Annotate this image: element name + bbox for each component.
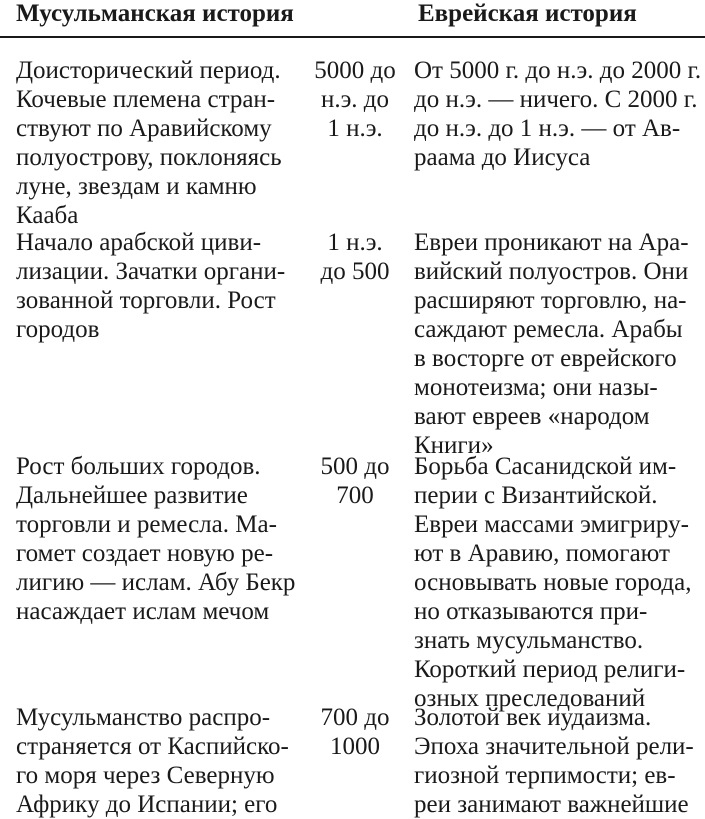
jewish-cell: Евреи проникают на Ара- вийский полуостров. Они расширяют торговлю, на- саждают ремесла. Арабы в восторге от еврейского монотеизма; они назы- вают евреев «народом Книги» [414,229,689,459]
period-cell: 1 н.э. до 500 [320,229,390,285]
period-cell: 5000 до н.э. до 1 н.э. [314,57,396,142]
muslim-cell: Доисторический период. Кочевые племена стран- ствуют по Аравийскому полуострову, поклоняясь луне, звездам и камню Кааба [16,57,282,229]
period-cell: 500 до 700 [320,453,390,509]
jewish-cell: От 5000 г. до н.э. до 2000 г. до н.э. — ничего. С 2000 г. до н.э. до 1 н.э. — от Ав- раама до Иисуса [414,57,702,171]
muslim-cell: Мусульманство распро- страняется от Каспийско- го моря через Северную Африку до Испании; его [16,704,289,818]
header-rule [0,36,705,38]
header-muslim-history: Мусульманская история [16,0,294,27]
jewish-cell: Борьба Сасанидской им- перии с Византийской. Евреи массами эмигриру- ют в Аравию, помогают основывать новые города, но отказываются при- знать мусульманство. Короткий период религи- озных преследований [414,453,692,712]
jewish-cell: Золотой век иудаизма. Эпоха значительной рели- гиозной терпимости; ев- реи занимают важнейшие [414,704,694,818]
muslim-cell: Рост больших городов. Дальнейшее развитие торговли и ремесла. Ма- гомет создает новую ре- лигию — ислам. Абу Бекр насаждает ислам мечом [16,453,296,625]
period-cell: 700 до 1000 [320,704,390,760]
header-jewish-history: Еврейская история [418,0,637,27]
muslim-cell: Начало арабской циви- лизации. Зачатки органи- зованной торговли. Рост городов [16,229,286,343]
